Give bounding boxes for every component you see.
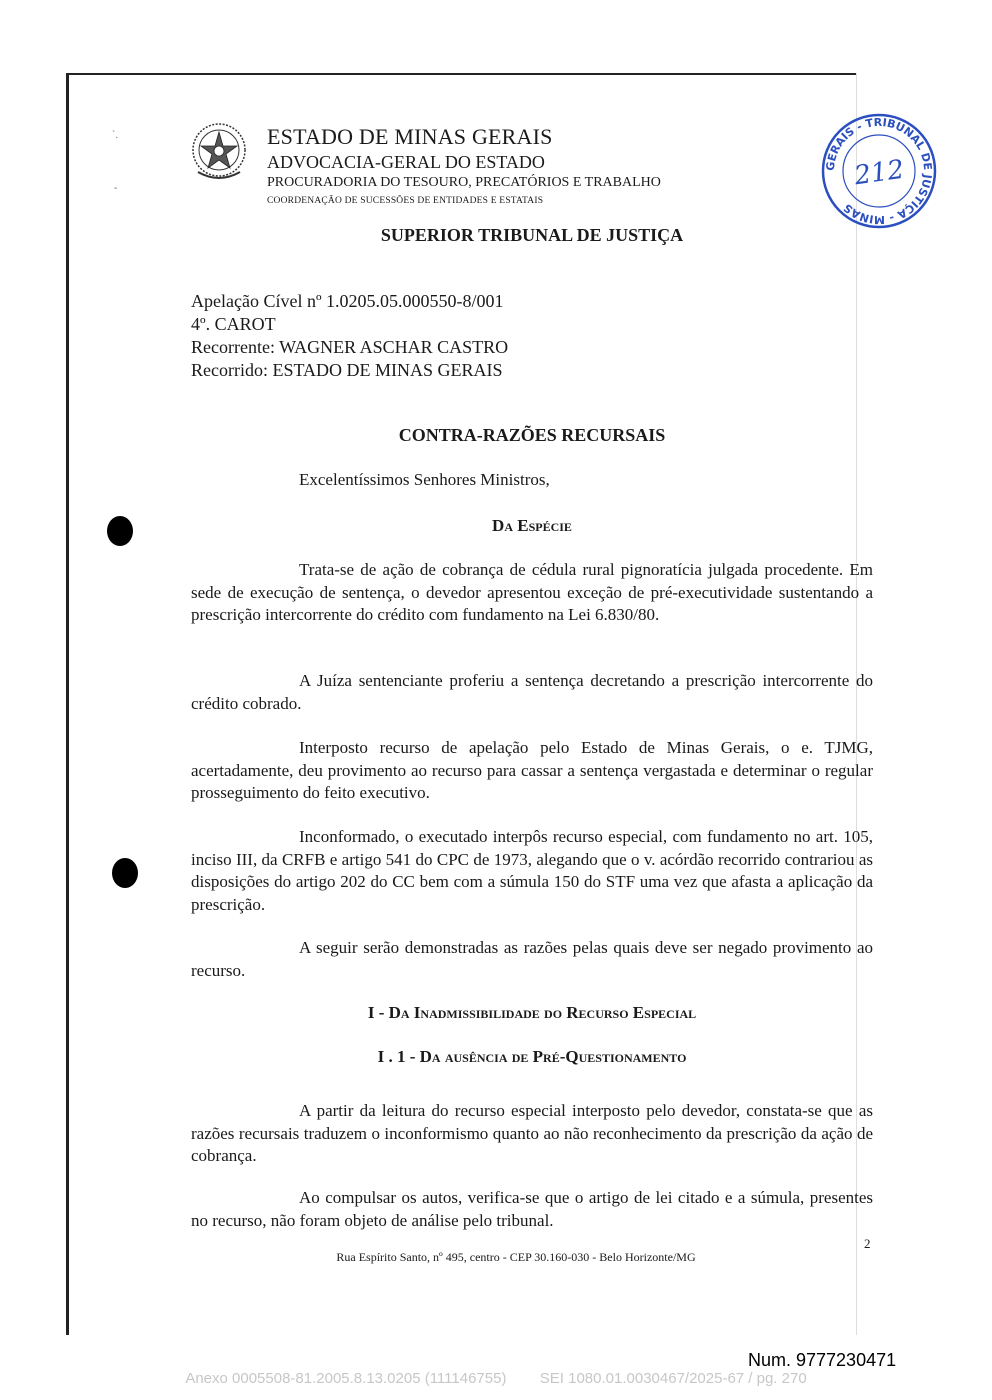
stamp-number: 212 bbox=[852, 154, 906, 192]
document-title: CONTRA-RAZÕES RECURSAIS bbox=[398, 425, 666, 445]
page-frame-top bbox=[66, 73, 856, 75]
case-appeal-number: Apelação Cível nº 1.0205.05.000550-8/001 bbox=[191, 291, 504, 311]
header-agency: ADVOCACIA-GERAL DO ESTADO bbox=[267, 152, 545, 172]
court-stamp-seal bbox=[818, 112, 940, 230]
court-name: SUPERIOR TRIBUNAL DE JUSTIÇA bbox=[380, 225, 684, 245]
header-state: ESTADO DE MINAS GERAIS bbox=[267, 124, 553, 149]
paragraph: Inconformado, o executado interpôs recurso especial, com fundamento no art. 105, inciso III, da CRFB e artigo 541 do CPC de 1973, alegando que o v. acórdão recorrido contrariou as disposições do artigo 202 do CC bem com a súmula 150 do STF uma vez que afasta a aplicação da prescrição. bbox=[191, 827, 873, 914]
page-number: 2 bbox=[864, 1236, 871, 1251]
case-appellant: Recorrente: WAGNER ASCHAR CASTRO bbox=[191, 337, 509, 357]
header-coordenacao: COORDENAÇÃO DE SUCESSÕES DE ENTIDADES E ESTATAIS bbox=[267, 196, 544, 206]
header-procuradoria: PROCURADORIA DO TESOURO, PRECATÓRIOS E TRABALHO bbox=[267, 175, 661, 190]
paragraph: A partir da leitura do recurso especial interposto pelo devedor, constata-se que as razões recursais traduzem o inconformismo quanto ao não reconhecimento da prescrição da ação de cobrança. bbox=[191, 1101, 873, 1165]
salutation: Excelentíssimos Senhores Ministros, bbox=[299, 470, 550, 489]
section-heading-prequestionamento: I . 1 - Da ausência de Pré-Questionamento bbox=[377, 1047, 687, 1066]
case-chamber: 4º. CAROT bbox=[191, 314, 276, 334]
case-appellee: Recorrido: ESTADO DE MINAS GERAIS bbox=[191, 360, 503, 380]
paragraph: A seguir serão demonstradas as razões pelas quais deve ser negado provimento ao recurso. bbox=[191, 938, 873, 980]
paragraph: Interposto recurso de apelação pelo Estado de Minas Gerais, o e. TJMG, acertadamente, deu provimento ao recurso para cassar a sentença vergastada e determinar o regular prosseguimento do feito executivo. bbox=[191, 738, 873, 802]
section-heading-especie: Da Espécie bbox=[492, 516, 572, 535]
annex-reference: Anexo 0005508-81.2005.8.13.0205 (111146755) SEI 1080.01.0030467/2025-67 / pg. 270 bbox=[185, 1370, 807, 1387]
scan-mark: - bbox=[114, 183, 118, 194]
document-id: Num. 9777230471 bbox=[748, 1350, 897, 1370]
footer-address: Rua Espírito Santo, nº 495, centro - CEP 30.160-030 - Belo Horizonte/MG bbox=[336, 1250, 696, 1264]
scan-mark: `. bbox=[112, 130, 119, 141]
paragraph: Trata-se de ação de cobrança de cédula rural pignoratícia julgada procedente. Em sede de execução de sentença, o devedor apresentou exceção de pré-executividade sustentando a prescrição intercorrente do crédito com fundamento na Lei 6.830/80. bbox=[191, 560, 873, 624]
page-frame-left bbox=[66, 73, 69, 1335]
paragraph: A Juíza sentenciante proferiu a sentença decretando a prescrição intercorrente do crédito cobrado. bbox=[191, 671, 873, 713]
coat-of-arms-icon bbox=[190, 120, 248, 184]
section-heading-inadmissibilidade: I - Da Inadmissibilidade do Recurso Especial bbox=[367, 1003, 697, 1022]
punch-hole-bottom bbox=[112, 858, 138, 888]
paragraph: Ao compulsar os autos, verifica-se que o artigo de lei citado e a súmula, presentes no recurso, não foram objeto de análise pelo tribunal. bbox=[191, 1188, 873, 1230]
stamp-ring-text: GERAIS - TRIBUNAL DE JUSTIÇA - MINAS bbox=[823, 115, 935, 227]
